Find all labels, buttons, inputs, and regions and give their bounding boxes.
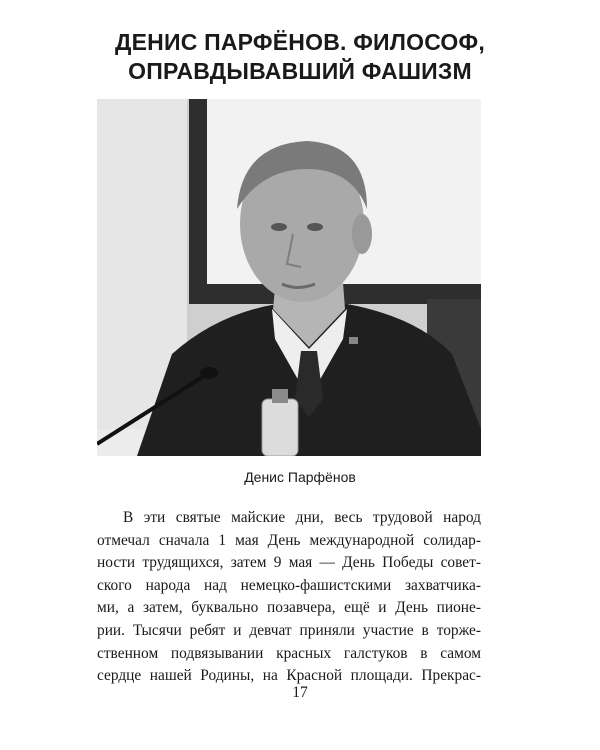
body-paragraph <box>97 507 481 688</box>
body-line: В эти святые майские дни, весь трудовой народ <box>123 509 481 526</box>
body-line: ского народа над немецко-фашистскими захватчика- <box>97 576 481 594</box>
body-line: ности трудящихся, затем 9 мая — День Победы совет- <box>97 554 481 572</box>
chapter-title-line-2: ОПРАВДЫВАВШИЙ ФАШИЗМ <box>128 58 472 84</box>
page-number: 17 <box>292 684 308 701</box>
portrait-photo <box>97 99 481 456</box>
body-line: ственном подвязывании красных галстуков в самом <box>97 644 481 662</box>
body-line: ми, а затем, буквально позавчера, ещё и День пионе- <box>97 599 481 617</box>
chapter-title-line-1: ДЕНИС ПАРФЁНОВ. ФИЛОСОФ, <box>115 29 485 55</box>
portrait-illustration <box>97 99 481 456</box>
body-line: рии. Тысячи ребят и девчат приняли участие в торже- <box>97 621 481 639</box>
body-line: отмечал сначала 1 мая День международной солидар- <box>97 531 481 549</box>
body-line: сердце нашей Родины, на Красной площади. Прекрас- <box>97 667 481 685</box>
chapter-title <box>40 28 560 86</box>
photo-caption: Денис Парфёнов <box>244 469 356 485</box>
